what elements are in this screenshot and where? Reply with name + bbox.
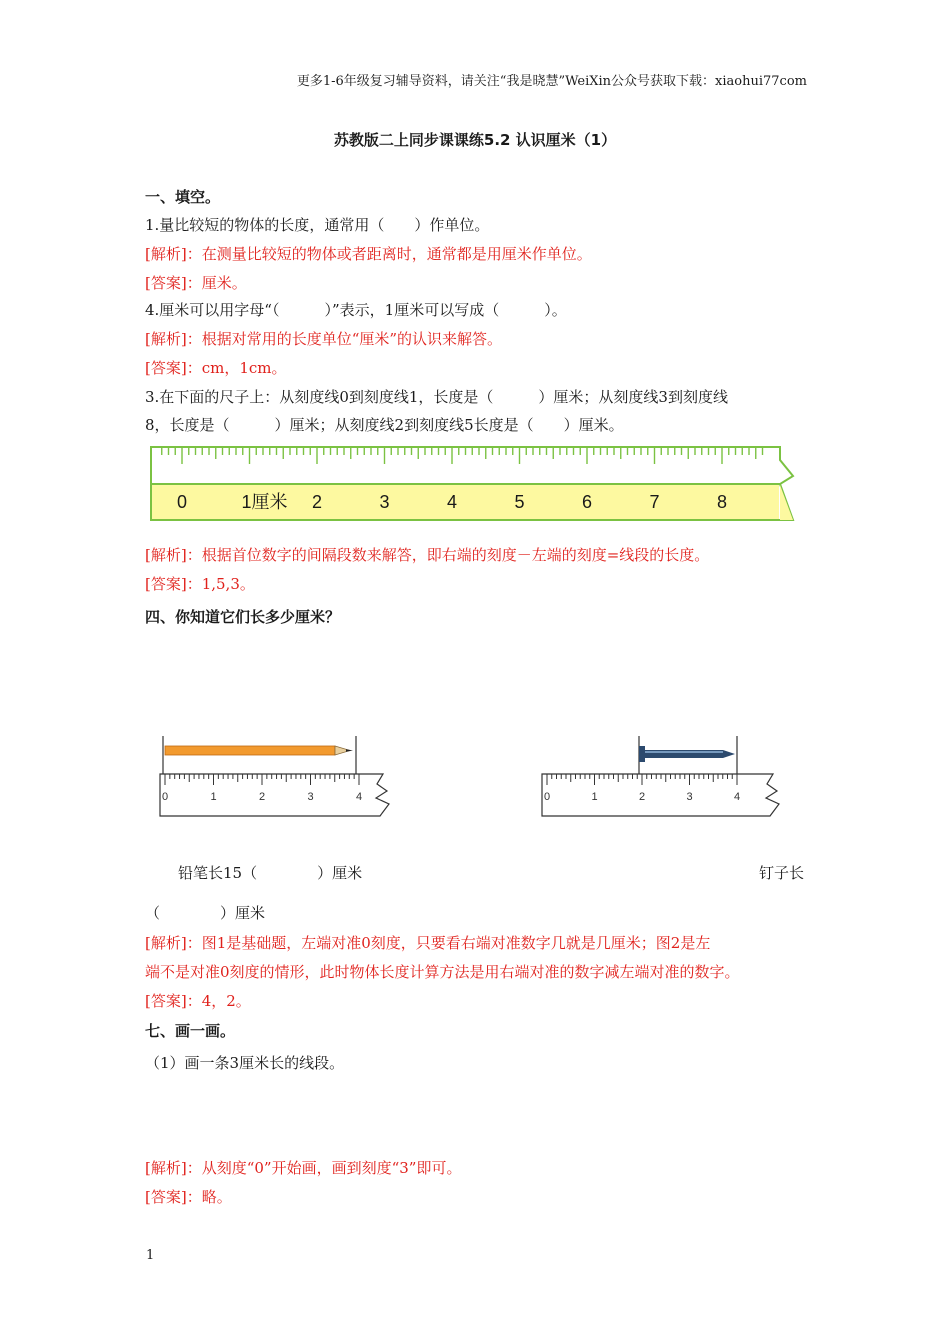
ruler-label: 4 — [733, 791, 741, 803]
q4-text: 4.厘米可以用字母“（ ）”表示，1厘米可以写成（ ）。 — [145, 301, 567, 319]
section4-heading: 四、你知道它们长多少厘米？ — [145, 608, 341, 626]
section1-heading: 一、填空。 — [145, 188, 221, 206]
nail-caption: 钉子长 — [758, 864, 804, 882]
ruler-label: 2 — [311, 492, 323, 512]
nail-caption-continued: （ ）厘米 — [145, 904, 266, 922]
header-promo: 更多1-6年级复习辅导资料，请关注“我是晓慧”WeiXin公众号获取下载：xiaohui77com — [296, 74, 807, 89]
q4-answer: [答案]：cm，1cm。 — [145, 359, 287, 377]
section4-analysis-line1: [解析]：图1是基础题，左端对准0刻度，只要看右端对准数字几就是几厘米；图2是左 — [145, 934, 711, 952]
section7-answer: [答案]：略。 — [145, 1188, 232, 1206]
section7-analysis: [解析]：从刻度“0”开始画，画到刻度“3”即可。 — [145, 1159, 462, 1177]
q1-analysis: [解析]：在测量比较短的物体或者距离时，通常都是用厘米作单位。 — [145, 245, 592, 263]
nail-ruler-figure — [535, 734, 785, 820]
ruler-label: 4 — [446, 492, 458, 512]
ruler-label: 3 — [686, 791, 693, 803]
ruler-label: 2 — [258, 791, 266, 803]
ruler-label: 1 — [591, 791, 598, 803]
page-number: 1 — [146, 1248, 155, 1263]
ruler-label: 3 — [307, 791, 314, 803]
ruler-label: 2 — [638, 791, 646, 803]
q4-analysis: [解析]：根据对常用的长度单位“厘米”的认识来解答。 — [145, 330, 503, 348]
q3-text-line2: 8，长度是（ ）厘米；从刻度线2到刻度线5长度是（ ）厘米。 — [145, 416, 624, 434]
ruler-label: 5 — [514, 492, 525, 512]
ruler-label: 0 — [176, 492, 188, 512]
q3-answer: [答案]：1,5,3。 — [145, 575, 255, 593]
q1-answer: [答案]：厘米。 — [145, 274, 247, 292]
pencil-caption: 铅笔长15（ ）厘米 — [178, 864, 363, 882]
q3-text-line1: 3.在下面的尺子上：从刻度线0到刻度线1，长度是（ ）厘米；从刻度线3到刻度线 — [145, 388, 728, 406]
ruler-label: 4 — [355, 791, 363, 803]
section4-analysis-line2: 端不是对准0刻度的情形，此时物体长度计算方法是用右端对准的数字减左端对准的数字。 — [145, 963, 740, 981]
ruler-label: 0 — [161, 791, 169, 803]
pencil-ruler-figure — [155, 734, 405, 820]
page-title: 苏教版二上同步课课练5.2 认识厘米（1） — [333, 131, 617, 149]
ruler-label: 1厘米 — [241, 492, 288, 512]
nail-icon — [639, 746, 735, 762]
ruler-label: 3 — [379, 492, 390, 512]
pencil-icon — [165, 746, 353, 755]
ruler-label: 1 — [210, 791, 217, 803]
big-ruler — [148, 444, 798, 524]
ruler-label: 0 — [543, 791, 551, 803]
ruler-label: 7 — [649, 492, 660, 512]
section7-heading: 七、画一画。 — [145, 1022, 236, 1040]
q3-analysis: [解析]：根据首位数字的间隔段数来解答，即右端的刻度－左端的刻度=线段的长度。 — [145, 546, 710, 564]
ruler-label: 8 — [716, 492, 728, 512]
q1-text: 1.量比较短的物体的长度，通常用（ ）作单位。 — [145, 216, 490, 234]
section4-answer: [答案]：4，2。 — [145, 992, 251, 1010]
ruler-label: 6 — [581, 492, 593, 512]
section7-q1: （1）画一条3厘米长的线段。 — [145, 1054, 345, 1072]
